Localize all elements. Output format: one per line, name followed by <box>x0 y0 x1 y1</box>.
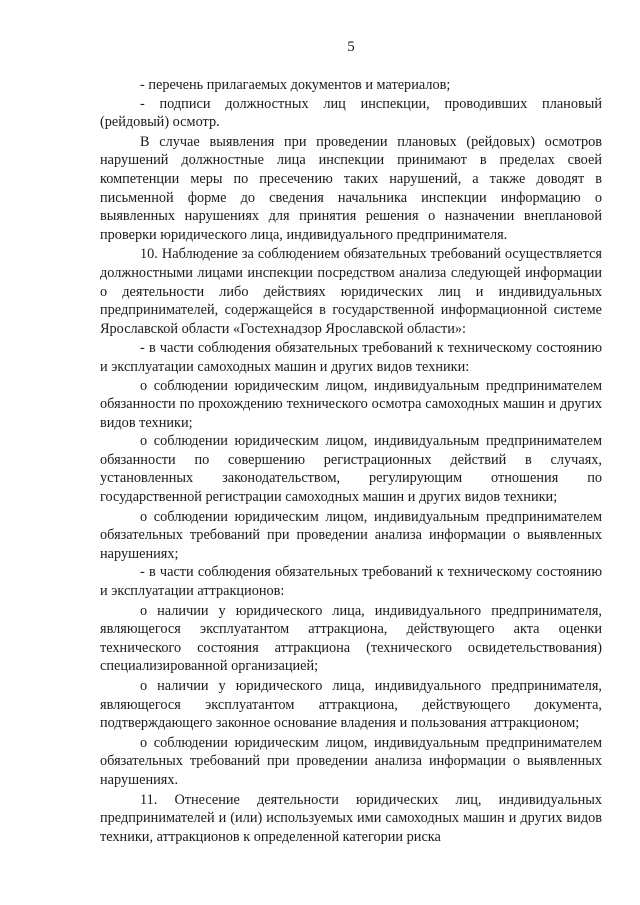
page-number: 5 <box>347 39 355 55</box>
document-page <box>100 38 602 846</box>
paragraph-machines-requirements-analysis: о соблюдении юридическим лицом, индивидуальным предпринимателем обязательных требований при проведении анализа информации о выявленных нарушениях; <box>100 508 602 562</box>
paragraph-signatures: - подписи должностных лиц инспекции, проводивших плановый (рейдовый) осмотр. <box>100 95 602 131</box>
paragraph-attractions-section: - в части соблюдения обязательных требований к техническому состоянию и эксплуатации аттракционов: <box>100 564 602 600</box>
paragraph-attraction-assessment-act: о наличии у юридического лица, индивидуального предпринимателя, являющегося эксплуатантом аттракциона, действующего акта оценки технического состояния аттракциона (технического освидетельствования) специализированной организацией; <box>100 602 602 675</box>
paragraph-attraction-ownership: о наличии у юридического лица, индивидуального предпринимателя, являющегося эксплуатантом аттракциона, действующего документа, подтверждающего законное основание владения и пользования аттракционом; <box>100 678 602 732</box>
paragraph-violations-detected: В случае выявления при проведении плановых (рейдовых) осмотров нарушений должностные лица инспекции принимают в пределах своей компетенции меры по пресечению таких нарушений, а также доводят в письменной форме до сведения начальника инспекции информацию о выявленных нарушениях для принятия решения о назначении внеплановой проверки юридического лица, индивидуального предпринимателя. <box>100 133 602 243</box>
paragraph-item-11: 11. Отнесение деятельности юридических лиц, индивидуальных предпринимателей и (или) используемых ими самоходных машин и других видов техники, аттракционов к определенной категории риска <box>100 791 602 845</box>
paragraph-attached-documents: - перечень прилагаемых документов и материалов; <box>140 77 451 93</box>
paragraph-registration-actions: о соблюдении юридическим лицом, индивидуальным предпринимателем обязанности по совершению регистрационных действий в случаях, установленных законодательством, регулирующим отношения по государственной регистрации самоходных машин и других видов техники; <box>100 433 602 506</box>
paragraph-item-10: 10. Наблюдение за соблюдением обязательных требований осуществляется должностными лицами инспекции посредством анализа следующей информации о деятельности либо действиях юридических лиц и индивидуальных предпринимателей, содержащейся в государственной информационной системе Ярославской области «Гостехнадзор Ярославской области»: <box>100 246 602 337</box>
paragraph-attractions-requirements-analysis: о соблюдении юридическим лицом, индивидуальным предпринимателем обязательных требований при проведении анализа информации о выявленных нарушениях. <box>100 734 602 788</box>
paragraph-technical-inspection: о соблюдении юридическим лицом, индивидуальным предпринимателем обязанности по прохождению технического осмотра самоходных машин и других видов техники; <box>100 377 602 431</box>
paragraph-machines-section: - в части соблюдения обязательных требований к техническому состоянию и эксплуатации самоходных машин и других видов техники: <box>100 340 602 375</box>
